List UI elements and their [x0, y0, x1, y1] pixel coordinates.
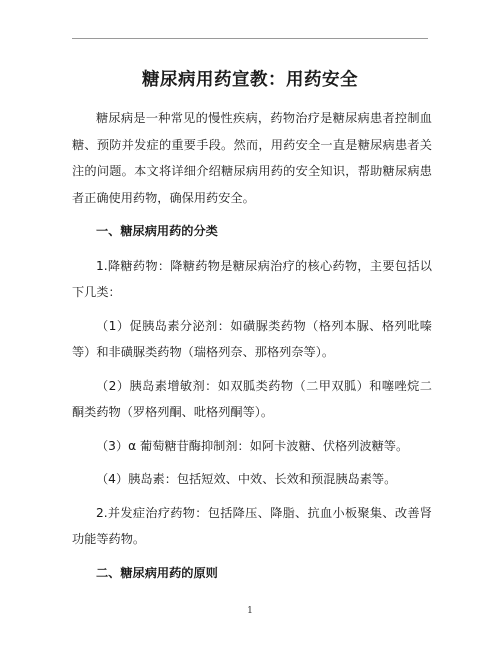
- document-body: [72, 105, 432, 594]
- paragraph-complication-drugs: 2.并发症治疗药物：包括降压、降脂、抗血小板聚集、改善肾功能等药物。: [72, 505, 432, 546]
- list-item-sensitizers: （2）胰岛素增敏剂：如双胍类药物（二甲双胍）和噻唑烷二酮类药物（罗格列酮、吡格列酮等）。: [72, 378, 432, 419]
- header-rule: [72, 38, 428, 39]
- section-heading-classification: 一、糖尿病用药的分类: [96, 224, 218, 238]
- intro-paragraph: 糖尿病是一种常见的慢性疾病，药物治疗是糖尿病患者控制血糖、预防并发症的重要手段。然而，用药安全一直是糖尿病患者关注的问题。本文将详细介绍糖尿病用药的安全知识，帮助糖尿病患者正确使用药物，确保用药安全。: [72, 111, 432, 205]
- page-title: 糖尿病用药宣教：用药安全: [142, 70, 358, 90]
- paragraph-hypoglycemic-drugs: 1.降糖药物：降糖药物是糖尿病治疗的核心药物，主要包括以下几类：: [72, 258, 432, 299]
- list-item-glucosidase-inhibitors: （3）α 葡萄糖苷酶抑制剂：如阿卡波糖、伏格列波糖等。: [96, 438, 409, 453]
- section-heading-principles: 二、糖尿病用药的原则: [96, 565, 218, 580]
- list-item-insulin: （4）胰岛素：包括短效、中效、长效和预混胰岛素等。: [96, 472, 397, 486]
- list-item-secretagogues: （1）促胰岛素分泌剂：如磺脲类药物（格列本脲、格列吡嗪等）和非磺脲类药物（瑞格列奈、那格列奈等）。: [72, 318, 432, 359]
- page-number: 1: [247, 606, 253, 616]
